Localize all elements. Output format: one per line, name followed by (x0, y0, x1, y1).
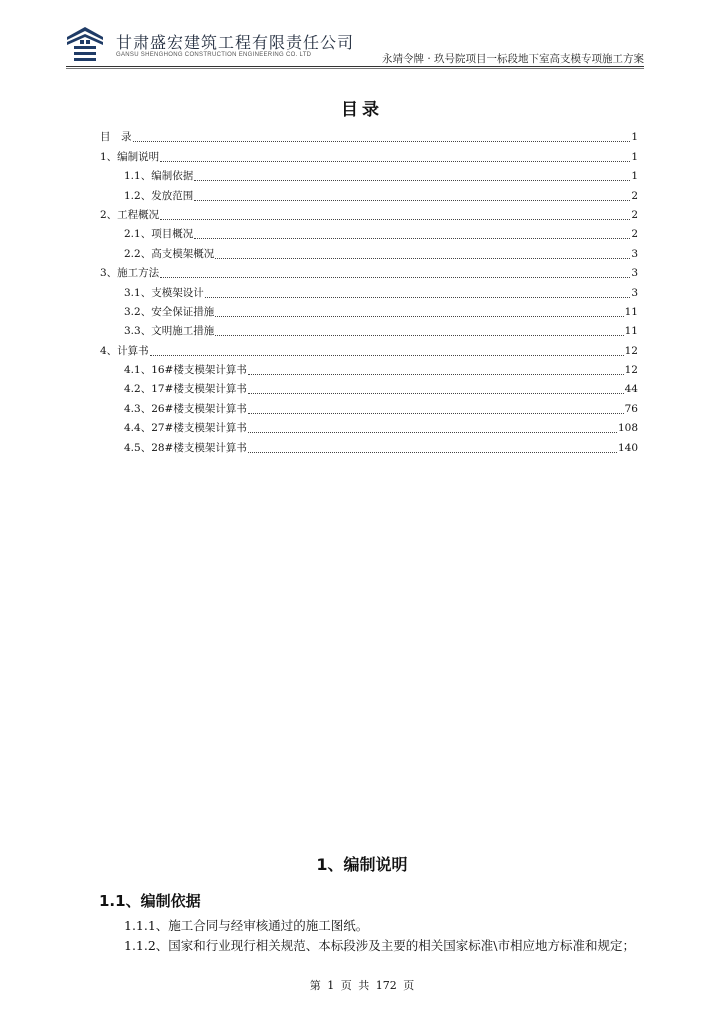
toc-entry-page: 1 (631, 150, 638, 163)
toc-entry-text: 2.1、项目概况 (124, 228, 194, 241)
toc-leader-dots (194, 199, 630, 201)
toc-entry-text: 3.2、安全保证措施 (124, 305, 215, 318)
toc-entry-text: 1、编制说明 (100, 150, 160, 163)
page-header (66, 26, 644, 68)
toc-entry-text: 目 录 (100, 131, 132, 144)
toc-entry-page: 44 (624, 383, 638, 396)
section-title: 1、编制说明 (316, 855, 408, 874)
toc-entry-page: 76 (624, 402, 638, 415)
company-logo-icon (66, 26, 104, 62)
header-rule-thin (66, 68, 644, 69)
toc-entry-page: 12 (624, 364, 638, 377)
toc-entry[interactable] (100, 261, 638, 280)
toc-leader-dots (215, 315, 623, 317)
toc-entry-page: 1 (631, 170, 638, 183)
company-name-en: GANSU SHENGHONG CONSTRUCTION ENGINEERING CO. LTD (116, 52, 312, 58)
toc-leader-dots (215, 257, 630, 259)
toc-entry[interactable] (100, 435, 638, 454)
toc-entry-page: 11 (624, 325, 638, 338)
toc-entry[interactable] (100, 125, 638, 144)
toc-entry[interactable] (100, 144, 638, 163)
toc-title: 目录 (341, 100, 383, 120)
toc-entry-text: 2.2、高支模架概况 (124, 247, 215, 260)
toc-entry[interactable] (100, 377, 638, 396)
toc-entry-page: 11 (624, 305, 638, 318)
toc-entry-text: 4.1、16#楼支模架计算书 (124, 364, 247, 377)
toc-entry-text: 4.5、28#楼支模架计算书 (124, 441, 247, 454)
toc-leader-dots (215, 334, 623, 336)
toc-leader-dots (160, 276, 630, 278)
paragraph: 1.1.1、施工合同与经审核通过的施工图纸。 (124, 918, 369, 933)
toc-entry[interactable] (100, 358, 638, 377)
toc-leader-dots (205, 296, 631, 298)
toc-entry-page: 1 (631, 131, 638, 144)
page-footer: 第 1 页 共 172 页 (309, 979, 415, 992)
toc-entry-page: 2 (631, 228, 638, 241)
toc-entry-page: 2 (631, 189, 638, 202)
toc-entry[interactable] (100, 183, 638, 202)
toc-entry-text: 4、计算书 (100, 344, 149, 357)
toc-leader-dots (194, 237, 630, 239)
toc-leader-dots (133, 140, 631, 142)
toc-leader-dots (150, 354, 624, 356)
toc-entry-page: 140 (617, 441, 638, 454)
toc-entry[interactable] (100, 396, 638, 415)
toc-entry-text: 4.2、17#楼支模架计算书 (124, 383, 247, 396)
toc-entry-text: 3.3、文明施工措施 (124, 325, 215, 338)
toc-entry[interactable] (100, 280, 638, 299)
paragraph: 1.1.2、国家和行业现行相关规范、本标段涉及主要的相关国家标准\市相应地方标准和规定； (124, 938, 636, 953)
toc-entry-page: 3 (631, 286, 638, 299)
toc-entry-page: 3 (631, 267, 638, 280)
toc-entry-text: 3、施工方法 (100, 267, 160, 280)
toc-entry-page: 108 (617, 422, 638, 435)
toc-entry-text: 3.1、支模架设计 (124, 286, 204, 299)
toc-entry[interactable] (100, 241, 638, 260)
toc-entry-text: 4.4、27#楼支模架计算书 (124, 422, 247, 435)
toc-entry-page: 3 (631, 247, 638, 260)
header-rule (66, 66, 644, 67)
toc-entry[interactable] (100, 319, 638, 338)
toc-entry-text: 2、工程概况 (100, 208, 160, 221)
toc-entry[interactable] (100, 300, 638, 319)
subsection-title: 1.1、编制依据 (99, 892, 201, 910)
toc-leader-dots (160, 218, 630, 220)
company-name-cn: 甘肃盛宏建筑工程有限责任公司 (116, 33, 355, 52)
toc-entry[interactable] (100, 416, 638, 435)
toc-entry-text: 1.2、发放范围 (124, 189, 194, 202)
toc-entry-page: 12 (624, 344, 638, 357)
toc-entry[interactable] (100, 338, 638, 357)
toc-leader-dots (248, 451, 617, 453)
toc-leader-dots (248, 431, 617, 433)
toc-leader-dots (248, 392, 624, 394)
toc-entry-text: 1.1、编制依据 (124, 170, 194, 183)
toc-entry[interactable] (100, 203, 638, 222)
toc-entry-text: 4.3、26#楼支模架计算书 (124, 402, 247, 415)
toc-entry[interactable] (100, 164, 638, 183)
toc-leader-dots (248, 412, 624, 414)
table-of-contents (100, 125, 638, 455)
toc-leader-dots (248, 373, 624, 375)
toc-entry[interactable] (100, 222, 638, 241)
toc-leader-dots (194, 179, 630, 181)
document-title: 永靖令牌 · 玖号院项目一标段地下室高支模专项施工方案 (381, 53, 644, 65)
toc-entry-page: 2 (631, 208, 638, 221)
toc-leader-dots (160, 160, 630, 162)
